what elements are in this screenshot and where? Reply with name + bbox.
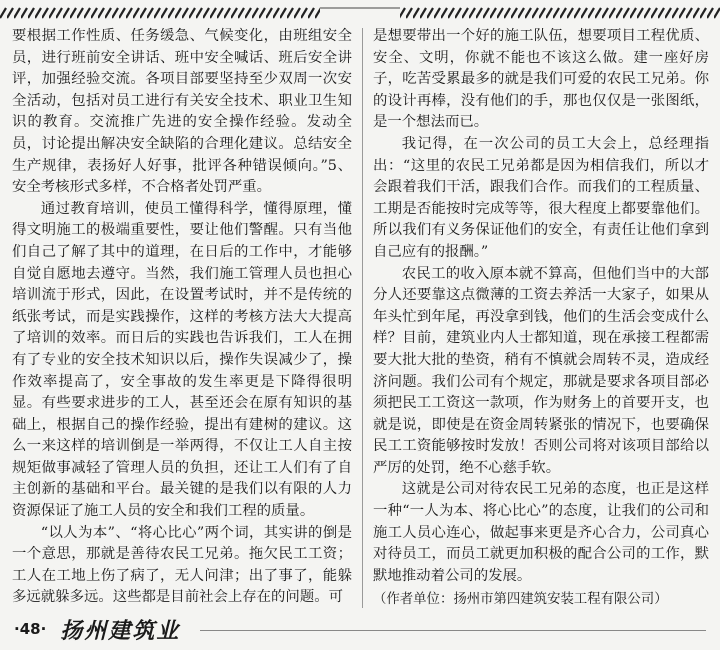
footer-rule [200,630,706,631]
page-number: ·48· [14,620,47,638]
magazine-title: 扬州建筑业 [60,617,181,644]
paragraph: 我记得，在一次公司的员工大会上，总经理指出：“这里的农民工兄弟都是因为相信我们，所以才会跟着我们干活，跟我们合作。而我们的工程质量、工期是否能按时完成等等，很大程度上都要靠他们。所以我们有义务保证他们的安全，有责任让他们拿到自己应有的报酬。” [373,135,709,260]
right-column [373,26,709,611]
paragraph: 通过教育培训，使员工懂得科学，懂得原理，懂得文明施工的极端重要性，要让他们警醒。只有当他们自己了解了其中的道理，在日后的工作中，才能够自觉自愿地去遵守。当然，我们施工管理人员也担心培训流于形式，因此，在设置考试时，并不是传统的纸张考试，而是实践操作，这样的考核方法大大提高了培训的效率。而日后的实践也告诉我们，工人在拥有了专业的安全技术知识以后，操作失误减少了，操作效率提高了，安全事故的发生率更是下降得很明显。有些要求进步的工人，甚至还会在原有知识的基础上，根据自己的操作经验，提出有建树的建议。这么一来这样的培训倒是一举两得，不仅让工人自主按规矩做事减轻了管理人员的负担，还让工人们有了自主创新的基础和平台。最关键的是我们以有限的人力资源保证了施工人员的安全和我们工程的质量。 [12,200,352,520]
paragraph: 要根据工作性质、任务缓急、气候变化，由班组安全员，进行班前安全讲话、班中安全喊话、班后安全讲评，加强经验交流。各项目部要坚持至少双周一次安全活动，包括对员工进行有关安全技术、职业卫生知识的教育。交流推广先进的安全操作经验。发动全员，讨论提出解决安全缺陷的合理化建议。总结安全生产规律，表扬好人好事，批评各种错误倾向。”5、安全考核形式多样，不合格者处罚严重。 [12,28,352,196]
column-divider [362,28,363,608]
top-decorative-border [0,6,720,20]
paragraph: 农民工的收入原本就不算高，但他们当中的大部分人还要靠这点微薄的工资去养活一大家子，如果从年头忙到年尾，再没拿到钱，他们的生活会变成什么样？目前，建筑业内人士都知道，现在承接工程都需要大批大批的垫资，稍有不慎就会周转不灵，造成经济问题。我们公司有个规定，那就是要求各项目部必须把民工工资这一款项，作为财务上的首要开支，也就是说，即使是在资金周转紧张的情况下，也要确保民工工资能够按时发放！否则公司将对该项目部给以严厉的处罚，绝不心慈手软。 [373,265,709,476]
paragraph: 是想要带出一个好的施工队伍，想要项目工程优质、安全、文明，你就不能也不该这么做。建一座好房子，吃苦受累最多的就是我们可爱的农民工兄弟。你的设计再棒，没有他们的手，那也仅仅是一张图纸，是一个想法而已。 [373,28,709,131]
left-column [12,26,352,609]
paragraph: 这就是公司对待农民工兄弟的态度，也正是这样一种“一人为本、将心比心”的态度，让我们的公司和施工人员心连心，做起事来更是齐心合力，公司真心对待员工，而员工就更加积极的配合公司的工作，默默地推动着公司的发展。 [373,481,709,584]
paragraph: “以人为本”、“将心比心”两个词，其实讲的倒是一个意思，那就是善待农民工兄弟。拖欠民工工资；工人在工地上伤了病了，无人问津；出了事了，能躲多远就躲多远。这些都是目前社会上存在的问题。可 [12,524,352,606]
author-affiliation: （作者单位：扬州市第四建筑安装工程有限公司） [373,592,668,608]
page-footer [14,614,180,644]
